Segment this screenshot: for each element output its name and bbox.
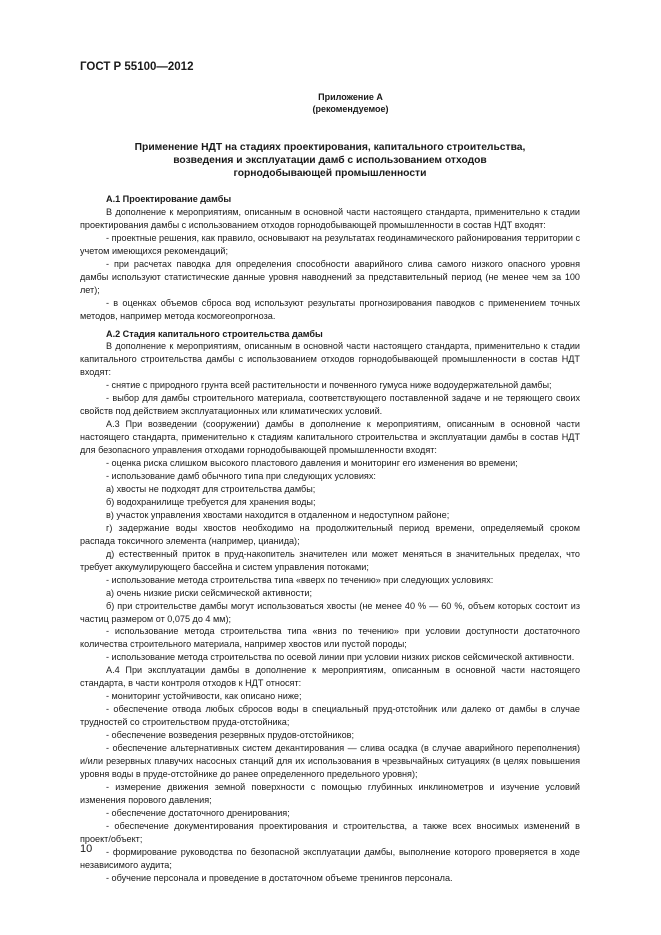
paragraph: - использование метода строительства типа «вниз по течению» при условии доступности достаточного количества строительного материала, например хвостов или пустой породы; bbox=[80, 626, 580, 650]
section-heading: А.1 Проектирование дамбы bbox=[106, 194, 232, 204]
appendix-kind: (рекомендуемое) bbox=[312, 104, 389, 114]
title-line: возведения и эксплуатации дамб с использованием отходов bbox=[173, 155, 487, 166]
paragraph: - снятие с природного грунта всей растительности и почвенного гумуса ниже водоудержательной дамбы; bbox=[106, 380, 552, 391]
paragraph: - использование метода строительства типа «вверх по течению» при следующих условиях: bbox=[106, 574, 494, 585]
paragraph: В дополнение к мероприятиям, описанным в основной части настоящего стандарта, применительно к стадии проектирования дамбы с использованием отходов горнодобывающей промышленности в состав НДТ входят: bbox=[80, 206, 580, 230]
paragraph: - при расчетах паводка для определения способности аварийного слива самого низкого опасного уровня дамбы используют статистические данные уровня наводнений за представительный период (не менее чем за 100 лет); bbox=[80, 258, 580, 295]
paragraph: в) участок управления хвостами находится в отдаленном и недоступном районе; bbox=[106, 509, 450, 520]
paragraph: А.3 При возведении (сооружении) дамбы в дополнение к мероприятиям, описанным в основной части настоящего стандарта, применительно к стадиям капитального строительства и эксплуатации дамбы в состав НДТ для безопасного управления отходами горнодобывающей промышленности входят: bbox=[80, 419, 580, 456]
page-number: 10 bbox=[80, 843, 93, 855]
paragraph: - измерение движения земной поверхности с помощью глубинных инклинометров и изучение условий изменения порового давления; bbox=[80, 781, 580, 805]
appendix-heading bbox=[0, 91, 661, 115]
paragraph: - мониторинг устойчивости, как описано ниже; bbox=[106, 691, 302, 702]
document-body bbox=[80, 193, 580, 885]
paragraph: - формирование руководства по безопасной эксплуатации дамбы, выполнение которого проверяется в ходе независимого аудита; bbox=[80, 846, 580, 870]
document-code: ГОСТ Р 55100—2012 bbox=[80, 61, 194, 73]
title-line: Применение НДТ на стадиях проектирования, капитального строительства, bbox=[134, 142, 526, 153]
paragraph: - обеспечение отвода любых сбросов воды в специальный пруд-отстойник или далеко от дамбы в случае трудностей со строительством пруда-отстойника; bbox=[80, 704, 580, 728]
appendix-title bbox=[80, 141, 580, 180]
paragraph: - использование дамб обычного типа при следующих условиях: bbox=[106, 471, 376, 482]
paragraph: а) хвосты не подходят для строительства дамбы; bbox=[106, 483, 316, 494]
paragraph: д) естественный приток в пруд-накопитель значителен или может меняться в значительных пределах, что требует аккумулирующего бассейна и систем управления потоками; bbox=[80, 548, 580, 572]
paragraph: б) при строительстве дамбы могут использоваться хвосты (не менее 40 % — 60 %, объем которых состоит из частиц размером от 0,075 до 4 мм); bbox=[80, 600, 580, 624]
paragraph: а) очень низкие риски сейсмической активности; bbox=[106, 587, 312, 598]
paragraph: - выбор для дамбы строительного материала, соответствующего поставленной задаче и не теряющего своих свойств под действием эксплуатационных или климатических условий. bbox=[80, 393, 580, 417]
paragraph: - обеспечение альтернативных систем декантирования — слива осадка (в случае аварийного переполнения) и/или резервных плавучих насосных станций для их использования в чрезвычайных ситуациях (в целях повышения уровня воды в пруде-отстойнике до ранее определенного предельного уровня); bbox=[80, 743, 580, 779]
paragraph: - обеспечение документирования проектирования и строительства, а также всех вносимых изменений в проект/объект; bbox=[80, 820, 580, 844]
paragraph: А.4 При эксплуатации дамбы в дополнение к мероприятиям, описанным в основной части настоящего стандарта, в части контроля отходов к НДТ относят: bbox=[80, 665, 580, 689]
paragraph: В дополнение к мероприятиям, описанным в основной части настоящего стандарта, применительно к стадии капитального строительства дамбы с использованием отходов горнодобывающей промышленности в состав НДТ входят: bbox=[80, 341, 580, 378]
paragraph: - оценка риска слишком высокого пластового давления и мониторинг его изменения во времени; bbox=[106, 458, 518, 469]
paragraph: - обеспечение достаточного дренирования; bbox=[106, 807, 290, 818]
section-heading: А.2 Стадия капитального строительства дамбы bbox=[106, 328, 323, 339]
paragraph: - обучение персонала и проведение в достаточном объеме тренингов персонала. bbox=[106, 872, 453, 883]
paragraph: г) задержание воды хвостов необходимо на продолжительный период времени, определяемый сроком распада токсичного элемента (например, цианида); bbox=[80, 522, 580, 546]
paragraph: - проектные решения, как правило, основывают на результатах геодинамического районирования территории с учетом имеющихся рекомендаций; bbox=[80, 232, 580, 256]
appendix-label: Приложение А bbox=[318, 92, 383, 102]
paragraph: - обеспечение возведения резервных прудов-отстойников; bbox=[106, 730, 355, 741]
paragraph: б) водохранилище требуется для хранения воды; bbox=[106, 496, 316, 507]
paragraph: - в оценках объемов сброса вод используют результаты прогнозирования паводков с применением точных методов, например метода космогеопрогноза. bbox=[80, 297, 580, 321]
paragraph: - использование метода строительства по осевой линии при условии низких рисков сейсмической активности. bbox=[106, 652, 575, 663]
title-line: горнодобывающей промышленности bbox=[233, 168, 427, 179]
